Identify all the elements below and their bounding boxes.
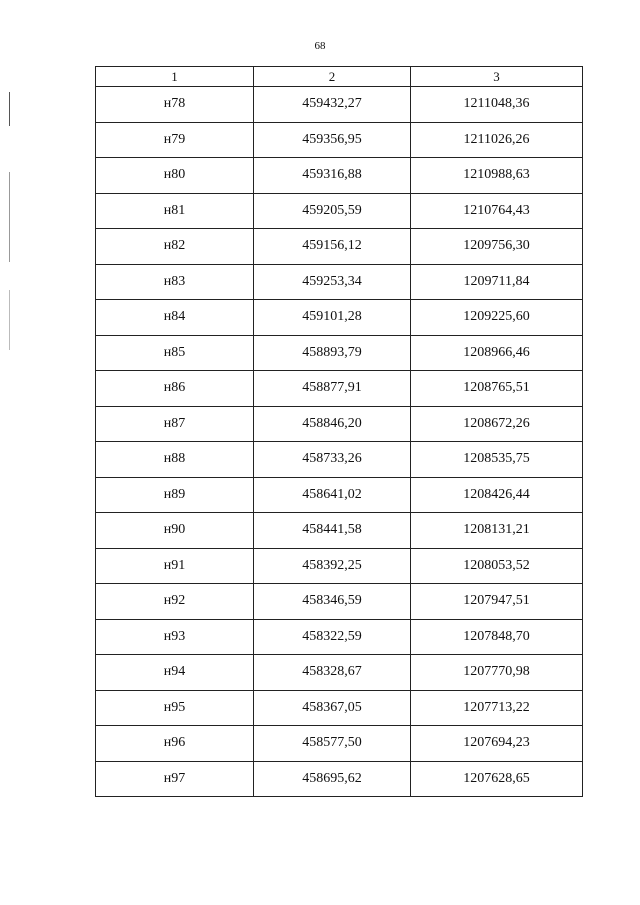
point-name-cell: н93 [96, 619, 254, 655]
point-name-cell: н78 [96, 87, 254, 123]
table-row [96, 229, 583, 265]
y-coordinate-cell: 1208426,44 [411, 477, 583, 513]
x-coordinate-cell: 459253,34 [254, 264, 411, 300]
y-coordinate-cell: 1208672,26 [411, 406, 583, 442]
table-row [96, 406, 583, 442]
point-name-cell: н84 [96, 300, 254, 336]
point-name-cell: н94 [96, 655, 254, 691]
coordinates-table [95, 66, 583, 797]
y-coordinate-cell: 1209711,84 [411, 264, 583, 300]
point-name-cell: н79 [96, 122, 254, 158]
x-coordinate-cell: 458346,59 [254, 584, 411, 620]
point-name-cell: н82 [96, 229, 254, 265]
table-row [96, 158, 583, 194]
y-coordinate-cell: 1210988,63 [411, 158, 583, 194]
table-row [96, 193, 583, 229]
table-row [96, 371, 583, 407]
y-coordinate-cell: 1207694,23 [411, 726, 583, 762]
point-name-cell: н80 [96, 158, 254, 194]
column-header-y: 3 [411, 67, 583, 87]
table-row [96, 477, 583, 513]
y-coordinate-cell: 1207770,98 [411, 655, 583, 691]
y-coordinate-cell: 1210764,43 [411, 193, 583, 229]
y-coordinate-cell: 1211048,36 [411, 87, 583, 123]
y-coordinate-cell: 1208535,75 [411, 442, 583, 478]
point-name-cell: н86 [96, 371, 254, 407]
x-coordinate-cell: 458877,91 [254, 371, 411, 407]
point-name-cell: н83 [96, 264, 254, 300]
x-coordinate-cell: 458322,59 [254, 619, 411, 655]
x-coordinate-cell: 458893,79 [254, 335, 411, 371]
x-coordinate-cell: 459316,88 [254, 158, 411, 194]
y-coordinate-cell: 1209756,30 [411, 229, 583, 265]
table-row [96, 87, 583, 123]
table-row [96, 264, 583, 300]
table-row [96, 513, 583, 549]
table-row [96, 548, 583, 584]
table-row [96, 690, 583, 726]
y-coordinate-cell: 1208131,21 [411, 513, 583, 549]
page-number: 68 [314, 40, 326, 52]
x-coordinate-cell: 458328,67 [254, 655, 411, 691]
scan-edge-mark [9, 92, 10, 126]
table-row [96, 761, 583, 797]
y-coordinate-cell: 1208765,51 [411, 371, 583, 407]
table-row [96, 300, 583, 336]
y-coordinate-cell: 1208966,46 [411, 335, 583, 371]
x-coordinate-cell: 459432,27 [254, 87, 411, 123]
table-row [96, 655, 583, 691]
point-name-cell: н92 [96, 584, 254, 620]
table-row [96, 584, 583, 620]
x-coordinate-cell: 458641,02 [254, 477, 411, 513]
x-coordinate-cell: 458695,62 [254, 761, 411, 797]
table-row [96, 442, 583, 478]
table-row [96, 726, 583, 762]
y-coordinate-cell: 1207848,70 [411, 619, 583, 655]
point-name-cell: н96 [96, 726, 254, 762]
point-name-cell: н88 [96, 442, 254, 478]
x-coordinate-cell: 459156,12 [254, 229, 411, 265]
table-row [96, 335, 583, 371]
y-coordinate-cell: 1211026,26 [411, 122, 583, 158]
scan-edge-mark [9, 172, 10, 262]
x-coordinate-cell: 458846,20 [254, 406, 411, 442]
point-name-cell: н91 [96, 548, 254, 584]
x-coordinate-cell: 458733,26 [254, 442, 411, 478]
column-header-x: 2 [254, 67, 411, 87]
x-coordinate-cell: 458367,05 [254, 690, 411, 726]
point-name-cell: н87 [96, 406, 254, 442]
point-name-cell: н81 [96, 193, 254, 229]
column-header-point: 1 [96, 67, 254, 87]
y-coordinate-cell: 1209225,60 [411, 300, 583, 336]
point-name-cell: н90 [96, 513, 254, 549]
table-header-row [96, 67, 583, 87]
x-coordinate-cell: 458441,58 [254, 513, 411, 549]
x-coordinate-cell: 458392,25 [254, 548, 411, 584]
y-coordinate-cell: 1207713,22 [411, 690, 583, 726]
y-coordinate-cell: 1207628,65 [411, 761, 583, 797]
y-coordinate-cell: 1207947,51 [411, 584, 583, 620]
table-row [96, 619, 583, 655]
x-coordinate-cell: 458577,50 [254, 726, 411, 762]
point-name-cell: н95 [96, 690, 254, 726]
x-coordinate-cell: 459356,95 [254, 122, 411, 158]
point-name-cell: н97 [96, 761, 254, 797]
scan-edge-mark [9, 290, 10, 350]
point-name-cell: н89 [96, 477, 254, 513]
x-coordinate-cell: 459101,28 [254, 300, 411, 336]
table-row [96, 122, 583, 158]
x-coordinate-cell: 459205,59 [254, 193, 411, 229]
point-name-cell: н85 [96, 335, 254, 371]
y-coordinate-cell: 1208053,52 [411, 548, 583, 584]
